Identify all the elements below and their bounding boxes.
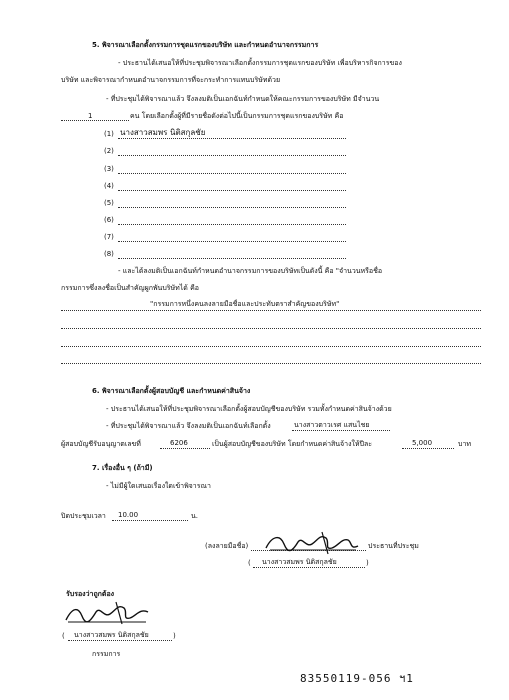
director-dotline bbox=[118, 224, 346, 225]
director-num: (7) bbox=[104, 233, 114, 241]
section6-p3-mid: เป็นผู้สอบบัญชีของบริษัท โดยกำหนดค่าสินจ้างให้ปีละ bbox=[212, 440, 373, 448]
section5-p1-line2: บริษัท และพิจารณากำหนดอำนาจกรรมการที่จะกระทำการแทนบริษัทด้วย bbox=[61, 76, 281, 84]
chair-sign-label: (ลงลายมือชื่อ) bbox=[205, 542, 249, 550]
director-num: (4) bbox=[104, 182, 114, 190]
director-dotline bbox=[118, 173, 346, 174]
director-dotline bbox=[118, 258, 346, 259]
section6-heading: 6. พิจารณาเลือกตั้งผู้สอบบัญชี และกำหนดค่าสินจ้าง bbox=[92, 387, 251, 395]
director-num: (3) bbox=[104, 165, 114, 173]
certify-name: นางสาวสมพร นิติสกุลชัย bbox=[74, 631, 149, 639]
authority-dotline bbox=[61, 310, 481, 311]
director-dotline bbox=[118, 207, 346, 208]
authority-dotline bbox=[61, 328, 481, 329]
certify-paren-open: ( bbox=[62, 632, 65, 640]
section5-heading: 5. พิจารณาเลือกตั้งกรรมการชุดแรกของบริษัท และกำหนดอำนาจกรรมการ bbox=[92, 41, 319, 49]
document-code: 83550119-056 ฯ1 bbox=[300, 672, 414, 685]
director-dotline bbox=[118, 138, 346, 139]
license-number: 6206 bbox=[170, 439, 188, 447]
section6-p3-suffix: บาท bbox=[458, 440, 471, 448]
authority-text: "กรรมการหนึ่งคนลงลายมือชื่อและประทับตราสำคัญของบริษัท" bbox=[150, 300, 340, 308]
auditor-name: นางสาวตาวเรศ แสนไชย bbox=[294, 421, 370, 429]
director-count: 1 bbox=[88, 112, 93, 120]
license-dotline bbox=[160, 448, 210, 449]
certify-signature-mark bbox=[62, 598, 152, 628]
chair-name: นางสาวสมพร นิติสกุลชัย bbox=[262, 558, 337, 566]
director-num: (1) bbox=[104, 130, 114, 138]
certify-role: กรรมการ bbox=[92, 650, 121, 658]
closing-time: 10.00 bbox=[118, 511, 139, 519]
chair-signature-mark bbox=[262, 528, 362, 558]
section5-p3-line2: กรรมการซึ่งลงชื่อเป็นสำคัญผูกพันบริษัทได้ คือ bbox=[61, 284, 199, 292]
section6-p2: - ที่ประชุมได้พิจารณาแล้ว จึงลงมติเป็นเอกฉันท์เลือกตั้ง bbox=[106, 422, 271, 430]
section5-p1-line1: - ประธานได้เสนอให้ที่ประชุมพิจารณาเลือกตั้งกรรมการชุดแรกของบริษัท เพื่อบริหารกิจการของ bbox=[118, 59, 402, 67]
director-dotline bbox=[118, 241, 346, 242]
section5-p2-line1: - ที่ประชุมได้พิจารณาแล้ว จึงลงมติเป็นเอกฉันท์กำหนดให้คณะกรรมการของบริษัท มีจำนวน bbox=[106, 95, 380, 103]
section7-heading: 7. เรื่องอื่น ๆ (ถ้ามี) bbox=[92, 464, 153, 472]
closing-time-dotline bbox=[112, 520, 188, 521]
director-num: (8) bbox=[104, 250, 114, 258]
director-dotline bbox=[118, 155, 346, 156]
section5-p3-line1: - และได้ลงมติเป็นเอกฉันท์กำหนดอำนาจกรรมการของบริษัทเป็นดังนี้ คือ "จำนวนหรือชื่อ bbox=[118, 267, 383, 275]
director-num: (5) bbox=[104, 199, 114, 207]
authority-dotline bbox=[61, 363, 481, 364]
fee-amount: 5,000 bbox=[412, 439, 433, 447]
authority-dotline bbox=[61, 346, 481, 347]
section6-p3-prefix: ผู้สอบบัญชีรับอนุญาตเลขที่ bbox=[61, 440, 141, 448]
chair-name-dotline bbox=[253, 567, 365, 568]
section6-p1: - ประธานได้เสนอให้ที่ประชุมพิจารณาเลือกตั้งผู้สอบบัญชีของบริษัท รวมทั้งกำหนดค่าสินจ้างด้วย bbox=[106, 405, 392, 413]
director-count-dotline bbox=[61, 120, 129, 121]
chair-paren-open: ( bbox=[248, 559, 251, 567]
director-dotline bbox=[118, 190, 346, 191]
certify-name-dotline bbox=[68, 640, 172, 641]
certify-heading: รับรองว่าถูกต้อง bbox=[66, 590, 115, 598]
director-num: (6) bbox=[104, 216, 114, 224]
director-name: นางสาวสมพร นิติสกุลชัย bbox=[120, 128, 206, 137]
director-num: (2) bbox=[104, 147, 114, 155]
certify-paren-close: ) bbox=[173, 632, 176, 640]
chair-role: ประธานที่ประชุม bbox=[368, 542, 419, 550]
auditor-dotline bbox=[292, 430, 390, 431]
fee-dotline bbox=[402, 448, 454, 449]
closing-prefix: ปิดประชุมเวลา bbox=[61, 512, 106, 520]
closing-suffix: น. bbox=[191, 512, 199, 520]
section7-p1: - ไม่มีผู้ใดเสนอเรื่องใดเข้าพิจารณา bbox=[106, 482, 211, 490]
chair-paren-close: ) bbox=[366, 559, 369, 567]
section5-p2-line2: คน โดยเลือกตั้งผู้ที่มีรายชื่อดังต่อไปนี้เป็นกรรมการชุดแรกของบริษัท คือ bbox=[130, 112, 344, 120]
